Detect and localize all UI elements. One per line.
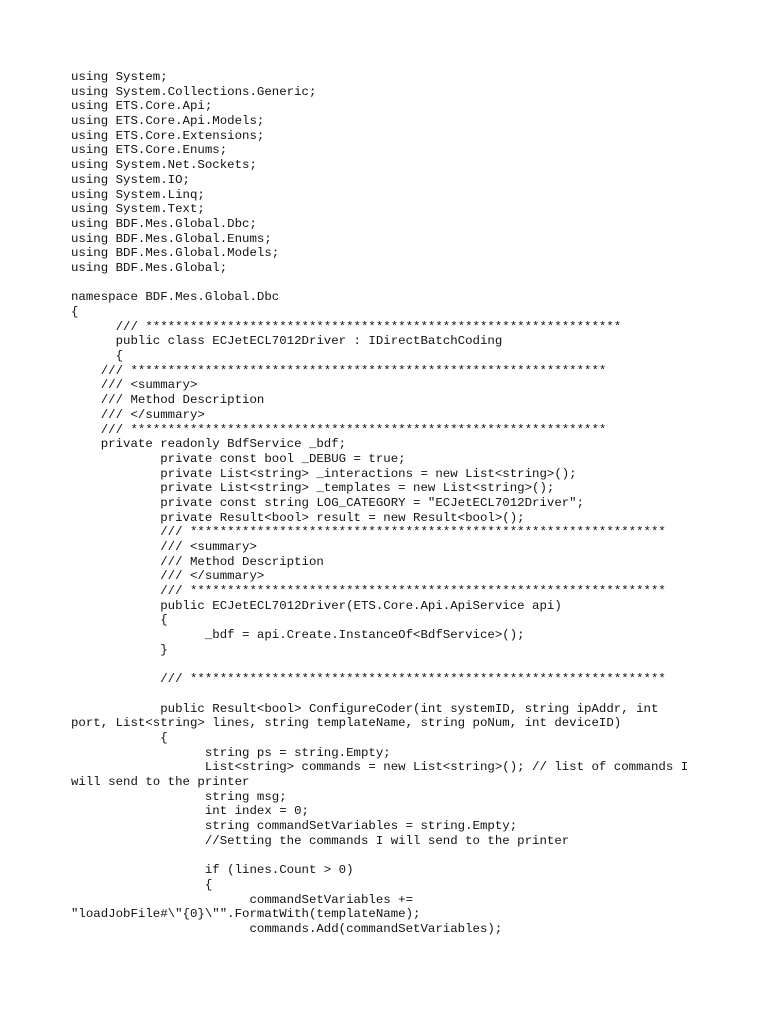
code-document <box>71 70 721 937</box>
code-line: using System.Net.Sockets; <box>71 158 257 173</box>
code-line: commandSetVariables += <box>71 892 414 907</box>
code-line: { <box>71 877 213 892</box>
code-line: using BDF.Mes.Global.Dbc; <box>71 216 257 231</box>
code-line: int index = 0; <box>71 804 309 819</box>
code-line: using System.Collections.Generic; <box>71 84 317 99</box>
code-line: { <box>71 730 168 745</box>
code-line: namespace BDF.Mes.Global.Dbc <box>71 290 280 305</box>
code-line: /// **************************************************************** <box>71 584 666 599</box>
code-line: } <box>71 642 168 657</box>
code-line: using BDF.Mes.Global.Models; <box>71 246 280 261</box>
code-line: { <box>71 349 124 364</box>
code-line: using System; <box>71 70 168 84</box>
code-line: /// **************************************************************** <box>71 672 666 687</box>
code-line: using ETS.Core.Extensions; <box>71 128 265 143</box>
code-line: public Result<bool> ConfigureCoder(int systemID, string ipAddr, int <box>71 701 659 716</box>
code-line: /// **************************************************************** <box>71 525 666 540</box>
code-line: commands.Add(commandSetVariables); <box>71 921 503 936</box>
code-line: private Result<bool> result = new Result<bool>(); <box>71 510 525 525</box>
code-line: if (lines.Count > 0) <box>71 863 354 878</box>
code-line: /// <summary> <box>71 540 257 554</box>
code-line: /// **************************************************************** <box>71 319 622 334</box>
code-line: /// Method Description <box>71 393 265 408</box>
code-line: private List<string> _templates = new List<string>(); <box>71 481 555 496</box>
code-line: /// </summary> <box>71 407 205 422</box>
code-line: using System.IO; <box>71 172 190 187</box>
code-line: private const string LOG_CATEGORY = "ECJetECL7012Driver"; <box>71 495 585 510</box>
code-line: private readonly BdfService _bdf; <box>71 437 347 452</box>
code-line: //Setting the commands I will send to the printer <box>71 833 570 848</box>
code-line: using System.Linq; <box>71 187 205 202</box>
code-line: using ETS.Core.Api.Models; <box>71 114 265 129</box>
code-line: will send to the printer <box>71 775 250 789</box>
code-line <box>71 687 721 702</box>
code-line: _bdf = api.Create.InstanceOf<BdfService>(); <box>71 628 525 643</box>
code-line: { <box>71 613 168 628</box>
code-line: port, List<string> lines, string templateName, string poNum, int deviceID) <box>71 716 622 731</box>
code-line: List<string> commands = new List<string>(); // list of commands I <box>71 760 689 775</box>
code-line: { <box>71 305 79 319</box>
code-line <box>71 658 721 673</box>
code-line: string ps = string.Empty; <box>71 745 391 760</box>
code-line: public class ECJetECL7012Driver : IDirectBatchCoding <box>71 334 503 349</box>
code-line: public ECJetECL7012Driver(ETS.Core.Api.ApiService api) <box>71 598 562 613</box>
code-line: /// <summary> <box>71 378 198 393</box>
code-line <box>71 848 721 863</box>
code-line: /// **************************************************************** <box>71 422 607 437</box>
code-line: using ETS.Core.Api; <box>71 99 213 114</box>
code-line: string msg; <box>71 789 287 804</box>
code-line: /// **************************************************************** <box>71 363 607 378</box>
code-line: /// </summary> <box>71 569 265 584</box>
code-line: private const bool _DEBUG = true; <box>71 451 406 466</box>
code-line: "loadJobFile#\"{0}\"".FormatWith(templateName); <box>71 907 421 922</box>
code-line: /// Method Description <box>71 554 324 569</box>
code-line: using ETS.Core.Enums; <box>71 143 228 158</box>
code-line: private List<string> _interactions = new List<string>(); <box>71 466 577 481</box>
code-line <box>71 276 721 291</box>
code-line: using System.Text; <box>71 202 205 217</box>
code-line: using BDF.Mes.Global; <box>71 260 228 275</box>
code-line: string commandSetVariables = string.Empty; <box>71 819 518 834</box>
code-line: using BDF.Mes.Global.Enums; <box>71 231 272 246</box>
